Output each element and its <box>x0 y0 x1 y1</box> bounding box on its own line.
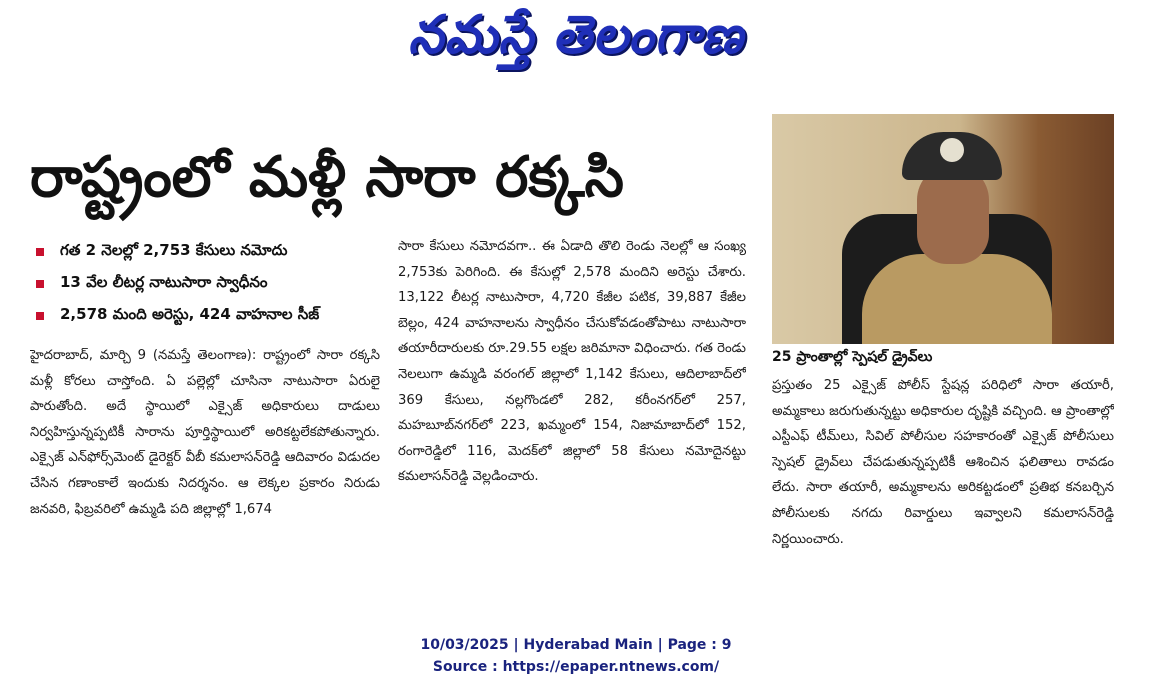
masthead <box>0 3 1152 76</box>
photo-uniform <box>862 254 1052 344</box>
article-headline: రాష్ట్రంలో మళ్లీ సారా రక్కసి <box>30 145 624 210</box>
bullet-text: గత 2 నెలల్లో 2,753 కేసులు నమోదు <box>60 241 288 259</box>
footer-edition-info: 10/03/2025 | Hyderabad Main | Page : 9 <box>420 637 732 653</box>
newspaper-title: నమస్తే తెలంగాణ <box>408 3 744 65</box>
bullet-item <box>36 300 396 332</box>
officer-photo <box>772 114 1114 344</box>
bullet-item <box>36 268 396 300</box>
article-subhead: 25 ప్రాంతాల్లో స్పెషల్ డ్రైవ్‌లు <box>772 349 933 365</box>
article-column-2: సారా కేసులు నమోదవగా.. ఈ ఏడాది తొలి రెండు నెలల్లో ఆ సంఖ్య 2,753కు పెరిగింది. ఈ కేసుల్లో 2,578 మందిని అరెస్టు చేశారు. 13,122 లీటర్ల నాటుసారా, 4,720 కేజీల పటిక, 39,887 కేజీల బెల్లం, 424 వాహనాలను స్వాధీనం చేసుకోవడంతోపాటు నాటుసారా తయారీదారులకు రూ.29.55 లక్షల జరిమానా విధించారు. గత రెండు నెలలుగా ఉమ్మడి వరంగల్ జిల్లాలో 1,142 కేసులు, ఆదిలాబాద్‌లో 369 కేసులు, నల్లగొండలో 282, కరీంనగర్‌లో 257, మహబూబ్‌నగర్‌లో 223, ఖమ్మంలో 154, నిజామాబాద్‌లో 152, రంగారెడ్డిలో 116, మెదక్‌లో జిల్లాలో 58 కేసులు నమోదైనట్టు కమలాసన్‌రెడ్డి వెల్లడించారు. <box>398 239 746 485</box>
bullet-text: 2,578 మంది అరెస్టు, 424 వాహనాల సీజ్ <box>60 305 320 323</box>
article-column-1: హైదరాబాద్, మార్చి 9 (నమస్తే తెలంగాణ): రాష్ట్రంలో సారా రక్కసి మళ్లీ కోరలు చాస్తోంది. ఏ పల్లెల్లో చూసినా నాటుసారా ఏరులై పారుతోంది. అదే స్థాయిలో ఎక్సైజ్ అధికారులు దాడులు నిర్వహిస్తున్నప్పటికీ సారాను పూర్తిస్థాయిలో అరికట్టలేకపోతున్నారు. ఎక్సైజ్ ఎన్‌ఫోర్స్‌మెంట్ డైరెక్టర్ వీబీ కమలాసన్‌రెడ్డి ఆదివారం విడుదల చేసిన గణాంకాలే ఇందుకు నిదర్శనం. ఆ లెక్కల ప్రకారం నిరుడు జనవరి, ఫిబ్రవరిలో ఉమ్మడి పది జిల్లాల్లో 1,674 <box>30 348 380 517</box>
bullet-square-icon <box>36 248 44 256</box>
page-footer <box>0 634 1152 678</box>
bullet-item <box>36 236 396 268</box>
footer-source-link[interactable]: Source : https://epaper.ntnews.com/ <box>432 659 720 675</box>
bullet-list <box>36 236 396 332</box>
article-column-3: ప్రస్తుతం 25 ఎక్సైజ్ పోలీస్ స్టేషన్ల పరిధిలో సారా తయారీ, అమ్మకాలు జరుగుతున్నట్టు అధికారుల దృష్టికి వచ్చింది. ఆ ప్రాంతాల్లో ఎస్టీఎఫ్ టీమ్‌లు, సివిల్ పోలీసుల సహకారంతో ఎక్సైజ్ పోలీసులు స్పెషల్ డ్రైవ్‌లు చేపడుతున్నప్పటికీ ఆశించిన ఫలితాలు రావడం లేదు. సారా తయారీ, అమ్మకాలను అరికట్టడంలో ప్రతిభ కనబర్చిన పోలీసులకు నగదు రివార్డులు ఇవ్వాలని కమలాసన్‌రెడ్డి నిర్ణయించారు. <box>772 378 1114 547</box>
bullet-text: 13 వేల లీటర్ల నాటుసారా స్వాధీనం <box>60 273 268 291</box>
bullet-square-icon <box>36 280 44 288</box>
bullet-square-icon <box>36 312 44 320</box>
photo-cap-badge <box>940 138 964 162</box>
